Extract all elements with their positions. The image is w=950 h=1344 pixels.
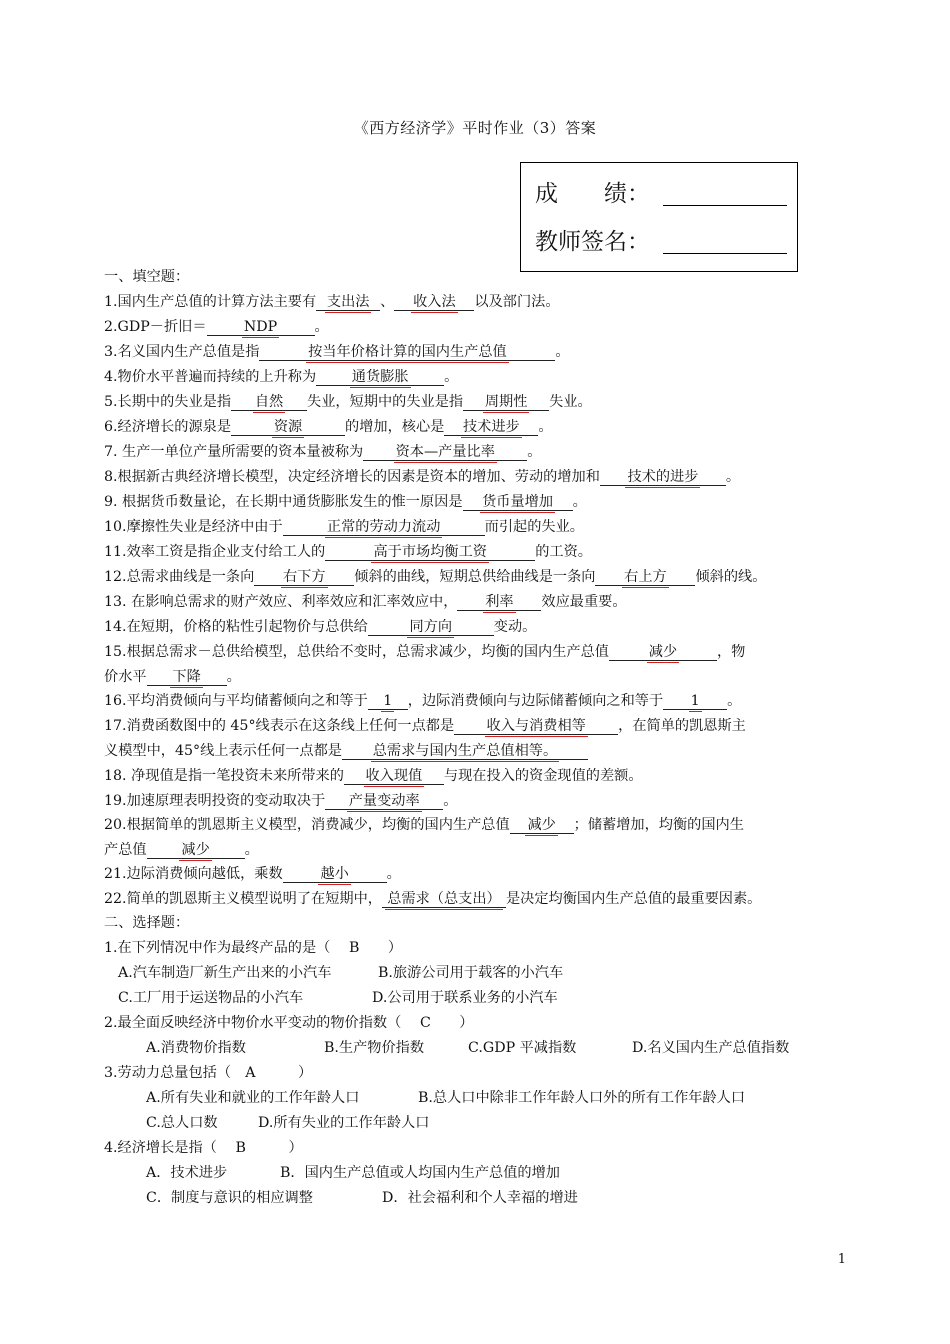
text-segment: 5.长期中的失业是指 xyxy=(104,394,232,410)
score-blank xyxy=(663,205,787,206)
question-13 xyxy=(104,593,627,611)
answer: 正常的劳动力流动 xyxy=(326,519,441,535)
question-20 xyxy=(104,816,744,834)
question-16 xyxy=(104,692,741,710)
question-17-cont xyxy=(104,742,588,760)
answer: 同方向 xyxy=(409,619,453,635)
answer-blank xyxy=(283,866,387,883)
text-segment: 的增加，核心是 xyxy=(345,419,445,435)
answer-blank xyxy=(254,569,354,586)
text-segment: 。 xyxy=(555,344,570,360)
text-segment: 16.平均消费倾向与平均储蓄倾向之和等于 xyxy=(104,693,368,709)
choice-option: D．社会福利和个人幸福的增进 xyxy=(382,1190,578,1206)
answer: 减少 xyxy=(181,842,210,858)
answer: 减少 xyxy=(648,644,678,660)
text-segment: 倾斜的线。 xyxy=(695,569,767,585)
question-7 xyxy=(104,443,541,461)
answer: 按当年价格计算的国内生产总值 xyxy=(308,344,507,360)
answer: 减少 xyxy=(527,817,556,833)
choice-option: C.总人口数 xyxy=(146,1115,218,1131)
answer-blank xyxy=(316,294,380,311)
answer: 下降 xyxy=(172,669,201,685)
answer-blank xyxy=(344,768,444,785)
answer: 1 xyxy=(383,693,393,709)
question-4 xyxy=(104,368,458,386)
answer: 右上方 xyxy=(624,569,667,585)
answer: 高于市场均衡工资 xyxy=(373,544,487,560)
question-1 xyxy=(104,293,560,311)
answer-blank xyxy=(207,319,315,336)
answer-blank xyxy=(600,469,726,486)
answer: 收入与消费相等 xyxy=(486,718,586,734)
question-12 xyxy=(104,568,766,586)
choice-question-3: 3.劳动力总量包括（ A ） xyxy=(104,1065,313,1081)
answer: NDP xyxy=(243,319,278,335)
question-21 xyxy=(104,865,401,883)
text-segment: 11.效率工资是指企业支付给工人的 xyxy=(104,544,326,560)
text-segment: 。 xyxy=(727,693,742,709)
text-segment: 20.根据简单的凯恩斯主义模型，消费减少，均衡的国内生产总值 xyxy=(104,817,510,833)
text-segment: 失业，短期中的失业是指 xyxy=(307,394,464,410)
answer: 资源 xyxy=(273,419,303,435)
teacher-blank xyxy=(663,253,787,254)
answer: 支出法 xyxy=(326,294,370,310)
choice-option: C.GDP 平减指数 xyxy=(468,1040,577,1056)
text-segment: 。 xyxy=(527,444,542,460)
question-8 xyxy=(104,468,740,486)
text-segment: 14.在短期，价格的粘性引起物价与总供给 xyxy=(104,619,368,635)
question-11 xyxy=(104,543,592,561)
text-segment: 22.简单的凯恩斯主义模型说明了在短期中， xyxy=(104,891,382,907)
choice-option: A．技术进步 xyxy=(146,1165,228,1181)
text-segment: 价水平 xyxy=(104,669,147,685)
text-segment: 2.GDP－折旧＝ xyxy=(104,319,207,335)
answer: 右下方 xyxy=(282,569,326,585)
text-segment: 21.边际消费倾向越低，乘数 xyxy=(104,866,283,882)
text-segment: 而引起的失业。 xyxy=(484,519,584,535)
answer-blank xyxy=(231,419,345,436)
answer-blank xyxy=(147,842,245,859)
text-segment: 。 xyxy=(572,494,587,510)
answer: 产量变动率 xyxy=(348,793,420,809)
text-segment: 义模型中，45°线上表示任何一点都是 xyxy=(104,743,342,759)
document-title: 《西方经济学》平时作业（3）答案 xyxy=(353,119,597,137)
choice-option: B.总人口中除非工作年龄人口外的所有工作年龄人口 xyxy=(418,1090,746,1106)
answer-blank xyxy=(147,669,227,686)
text-segment: 10.摩擦性失业是经济中由于 xyxy=(104,519,283,535)
question-17 xyxy=(104,717,746,735)
score-box xyxy=(520,162,798,272)
text-segment: ，在简单的凯恩斯主 xyxy=(618,718,746,734)
text-segment: 1.国内生产总值的计算方法主要有 xyxy=(104,294,317,310)
answer: 收入法 xyxy=(413,294,456,310)
question-3 xyxy=(104,343,570,361)
answer-blank xyxy=(368,693,408,710)
question-9 xyxy=(104,493,587,511)
choice-option: C.工厂用于运送物品的小汽车 xyxy=(118,990,304,1006)
text-segment: 19.加速原理表明投资的变动取决于 xyxy=(104,793,326,809)
answer: 总需求（总支出） xyxy=(387,891,501,907)
answer-blank xyxy=(368,619,494,636)
answer-blank xyxy=(316,369,444,386)
text-segment: 以及部门法。 xyxy=(474,294,560,310)
text-segment: ；储蓄增加，均衡的国内生 xyxy=(573,817,744,833)
text-segment: 。 xyxy=(314,319,329,335)
choice-question-2: 2.最全面反映经济中物价水平变动的物价指数（ C ） xyxy=(104,1015,474,1031)
answer-blank xyxy=(363,444,527,461)
question-15 xyxy=(104,643,745,661)
choice-option: D.所有失业的工作年龄人口 xyxy=(258,1115,430,1131)
choice-question-1: 1.在下列情况中作为最终产品的是（ B ） xyxy=(104,940,403,956)
question-19 xyxy=(104,792,457,810)
answer: 越小 xyxy=(320,866,349,882)
choice-option: D.公司用于联系业务的小汽车 xyxy=(372,990,558,1006)
answer-blank xyxy=(283,519,485,536)
choice-question-4: 4.经济增长是指（ B ） xyxy=(104,1140,303,1156)
text-segment: 6.经济增长的源泉是 xyxy=(104,419,232,435)
text-segment: 8.根据新古典经济增长模型，决定经济增长的因素是资本的增加、劳动的增加和 xyxy=(104,469,600,485)
choice-option: B.旅游公司用于载客的小汽车 xyxy=(378,965,564,981)
answer-blank xyxy=(463,394,549,411)
text-segment: 。 xyxy=(226,669,241,685)
question-22 xyxy=(104,890,761,908)
text-segment: 失业。 xyxy=(549,394,592,410)
answer-blank xyxy=(382,891,506,908)
text-segment: 的工资。 xyxy=(535,544,592,560)
text-segment: 3.名义国内生产总值是指 xyxy=(104,344,260,360)
text-segment: 、 xyxy=(380,294,395,310)
text-segment: 变动。 xyxy=(493,619,537,635)
text-segment: 。 xyxy=(538,419,553,435)
text-segment: 9. 根据货币数量论，在长期中通货膨胀发生的惟一原因是 xyxy=(104,494,463,510)
answer-blank xyxy=(463,494,573,511)
answer: 总需求与国内生产总值相等。 xyxy=(372,743,558,759)
answer: 周期性 xyxy=(484,394,528,410)
text-segment: 12.总需求曲线是一条向 xyxy=(104,569,255,585)
question-14 xyxy=(104,618,536,636)
question-5 xyxy=(104,393,592,411)
teacher-label: 教师签名： xyxy=(535,229,650,255)
answer-blank xyxy=(325,544,535,561)
choice-option: D.名义国内生产总值指数 xyxy=(632,1040,790,1056)
choice-option: A.消费物价指数 xyxy=(146,1040,246,1056)
score-label: 成 绩： xyxy=(535,181,650,207)
text-segment: 效应最重要。 xyxy=(541,594,627,610)
question-10 xyxy=(104,518,584,536)
text-segment: 13. 在影响总需求的财产效应、利率效应和汇率效应中， xyxy=(104,594,458,610)
answer-blank xyxy=(595,569,695,586)
answer: 自然 xyxy=(254,394,284,410)
answer: 技术进步 xyxy=(462,419,520,435)
answer: 通货膨胀 xyxy=(351,369,409,385)
text-segment: 是决定均衡国内生产总值的最重要因素。 xyxy=(505,891,762,907)
text-segment: 。 xyxy=(443,793,458,809)
text-segment: 。 xyxy=(386,866,401,882)
text-segment: 17.消费函数图中的 45°线表示在这条线上任何一点都是 xyxy=(104,718,455,734)
answer-blank xyxy=(259,344,555,361)
choice-option: A.汽车制造厂新生产出来的小汽车 xyxy=(118,965,332,981)
question-6 xyxy=(104,418,553,436)
answer-blank xyxy=(663,693,727,710)
choice-option: A.所有失业和就业的工作年龄人口 xyxy=(146,1090,360,1106)
text-segment: 倾斜的曲线，短期总供给曲线是一条向 xyxy=(354,569,596,585)
answer: 货币量增加 xyxy=(482,494,554,510)
answer-blank xyxy=(510,817,574,834)
answer-blank xyxy=(444,419,538,436)
text-segment: 产总值 xyxy=(104,842,147,858)
teacher-row xyxy=(535,223,650,256)
text-segment: 与现在投入的资金现值的差额。 xyxy=(443,768,643,784)
answer-blank xyxy=(231,394,307,411)
text-segment: 18. 净现值是指一笔投资未来所带来的 xyxy=(104,768,344,784)
choice-option: C．制度与意识的相应调整 xyxy=(146,1190,313,1206)
answer-blank xyxy=(457,594,541,611)
answer: 利率 xyxy=(485,594,514,610)
question-15-cont xyxy=(104,668,241,686)
answer-blank xyxy=(342,743,588,760)
question-2 xyxy=(104,318,329,336)
choice-option: B．国内生产总值或人均国内生产总值的增加 xyxy=(280,1165,560,1181)
text-segment: 15.根据总需求－总供给模型，总供给不变时，总需求减少，均衡的国内生产总值 xyxy=(104,644,609,660)
answer: 1 xyxy=(690,693,700,709)
page-number: 1 xyxy=(837,1252,846,1267)
answer: 收入现值 xyxy=(365,768,423,784)
text-segment: ，物 xyxy=(716,644,746,660)
text-segment: 4.物价水平普遍而持续的上升称为 xyxy=(104,369,317,385)
answer-blank xyxy=(325,793,443,810)
text-segment: 。 xyxy=(244,842,259,858)
answer-blank xyxy=(609,644,717,661)
text-segment: 。 xyxy=(725,469,741,485)
answer-blank xyxy=(454,718,618,735)
choice-option: B.生产物价指数 xyxy=(324,1040,425,1056)
question-20-cont xyxy=(104,841,259,859)
text-segment: ，边际消费倾向与边际储蓄倾向之和等于 xyxy=(407,693,664,709)
text-segment: 7. 生产一单位产量所需要的资本量被称为 xyxy=(104,444,364,460)
text-segment: 。 xyxy=(444,369,459,385)
answer: 资本—产量比率 xyxy=(395,444,495,460)
answer-blank xyxy=(394,294,474,311)
section-heading: 一、填空题： xyxy=(104,269,190,285)
score-row xyxy=(535,175,650,208)
section-heading: 二、选择题： xyxy=(104,915,190,931)
answer: 技术的进步 xyxy=(627,469,699,485)
question-18 xyxy=(104,767,643,785)
